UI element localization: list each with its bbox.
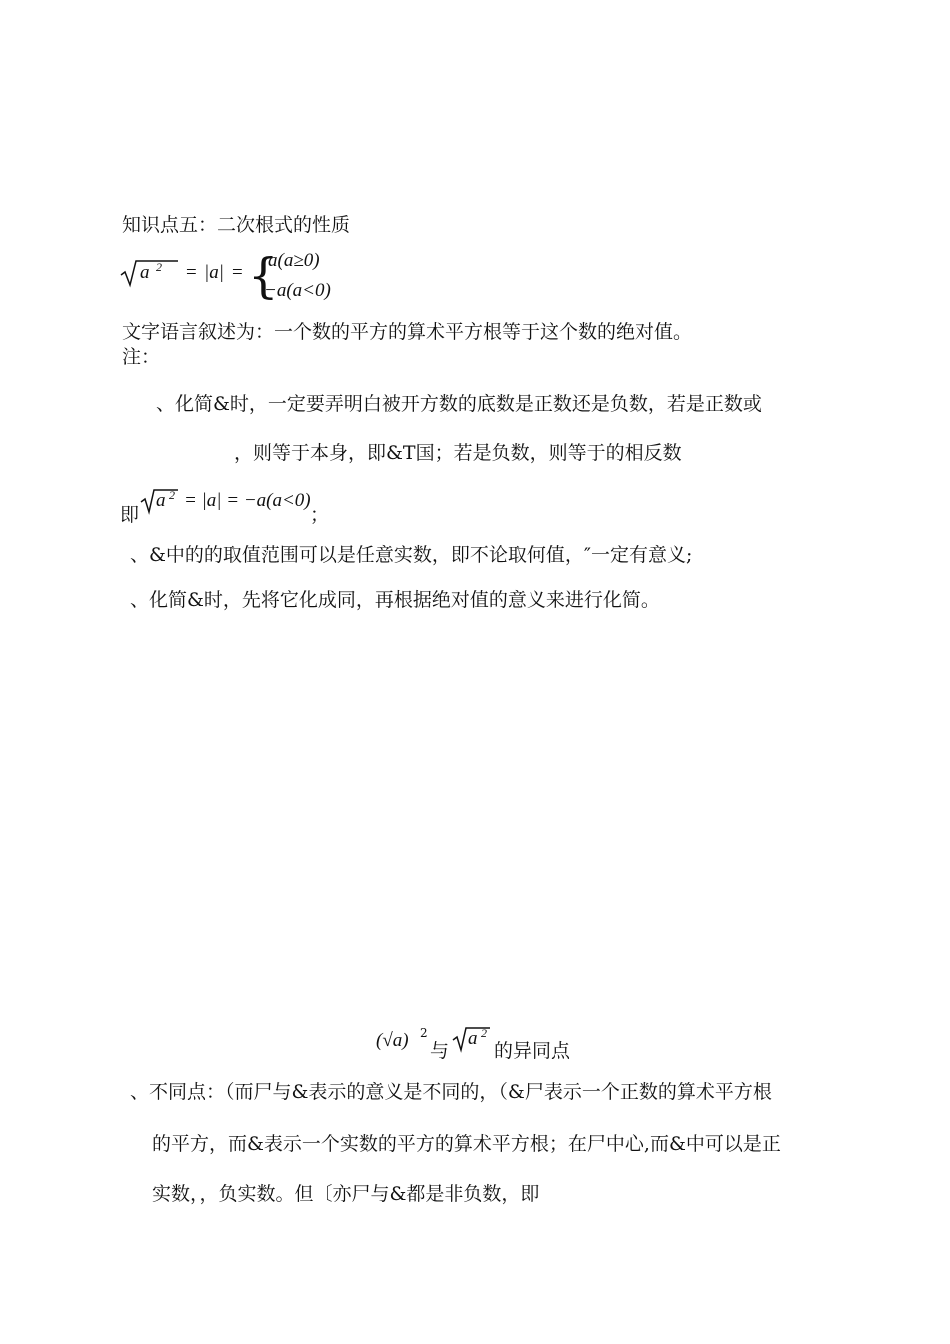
verbal-statement: 文字语言叙述为：一个数的平方的算术平方根等于这个数的绝对值。 <box>122 321 693 343</box>
exponent: 2 <box>156 260 162 274</box>
exponent: 2 <box>169 488 175 502</box>
heading-sqrt-a-paren: (√a) <box>376 1030 409 1051</box>
equals-sign-2: = <box>232 262 243 283</box>
case-nonnegative: a(a≥0) <box>268 250 320 271</box>
absolute-value: |a| <box>204 262 224 283</box>
note-item-3: 、化简&时，先将它化成同，再根据绝对值的意义来进行化简。 <box>130 589 660 611</box>
difference-line-2: 的平方，而&表示一个实数的平方的算术平方根；在尸中心,而&中可以是正 <box>152 1133 781 1155</box>
abs-value-formula <box>120 248 331 306</box>
note-item-1-line-2: ，则等于本身，即&T国；若是负数，则等于的相反数 <box>234 442 682 464</box>
ji-prefix: 即 <box>120 504 140 526</box>
equals-sign: = <box>186 262 197 283</box>
semicolon: ； <box>310 505 330 526</box>
heading-yu: 与 <box>430 1040 450 1062</box>
radical-sign-icon <box>120 259 180 289</box>
heading-radicand-exponent: 2 <box>481 1026 487 1040</box>
note-item-1-formula-line <box>120 486 360 526</box>
left-brace-icon: { <box>248 248 279 304</box>
difference-line-3: 实数，，负实数。但〔亦尸与&都是非负数，即 <box>152 1183 540 1205</box>
difference-line-1: 、不同点：（而尸与&表示的意义是不同的，（&尸表示一个正数的算术平方根 <box>130 1081 772 1103</box>
note-item-2: 、&中的的取值范围可以是任意实数，即不论取何值，″一定有意义; <box>130 544 693 566</box>
radicand: a <box>140 262 150 283</box>
radicand: a <box>156 490 166 511</box>
case-negative: −a(a<0) <box>264 280 331 301</box>
note-item-1-line-1: 、化简&时，一定要弄明白被开方数的底数是正数还是负数，若是正数或 <box>156 393 762 415</box>
formula-rest: = |a| = −a(a<0) <box>184 490 311 511</box>
section-title: 知识点五：二次根式的性质 <box>122 214 351 236</box>
heading-radicand: a <box>468 1028 478 1049</box>
heading-text: 的异同点 <box>494 1040 571 1062</box>
section-2-heading <box>376 1024 596 1064</box>
note-label: 注： <box>122 346 161 368</box>
heading-exponent: 2 <box>420 1026 428 1040</box>
